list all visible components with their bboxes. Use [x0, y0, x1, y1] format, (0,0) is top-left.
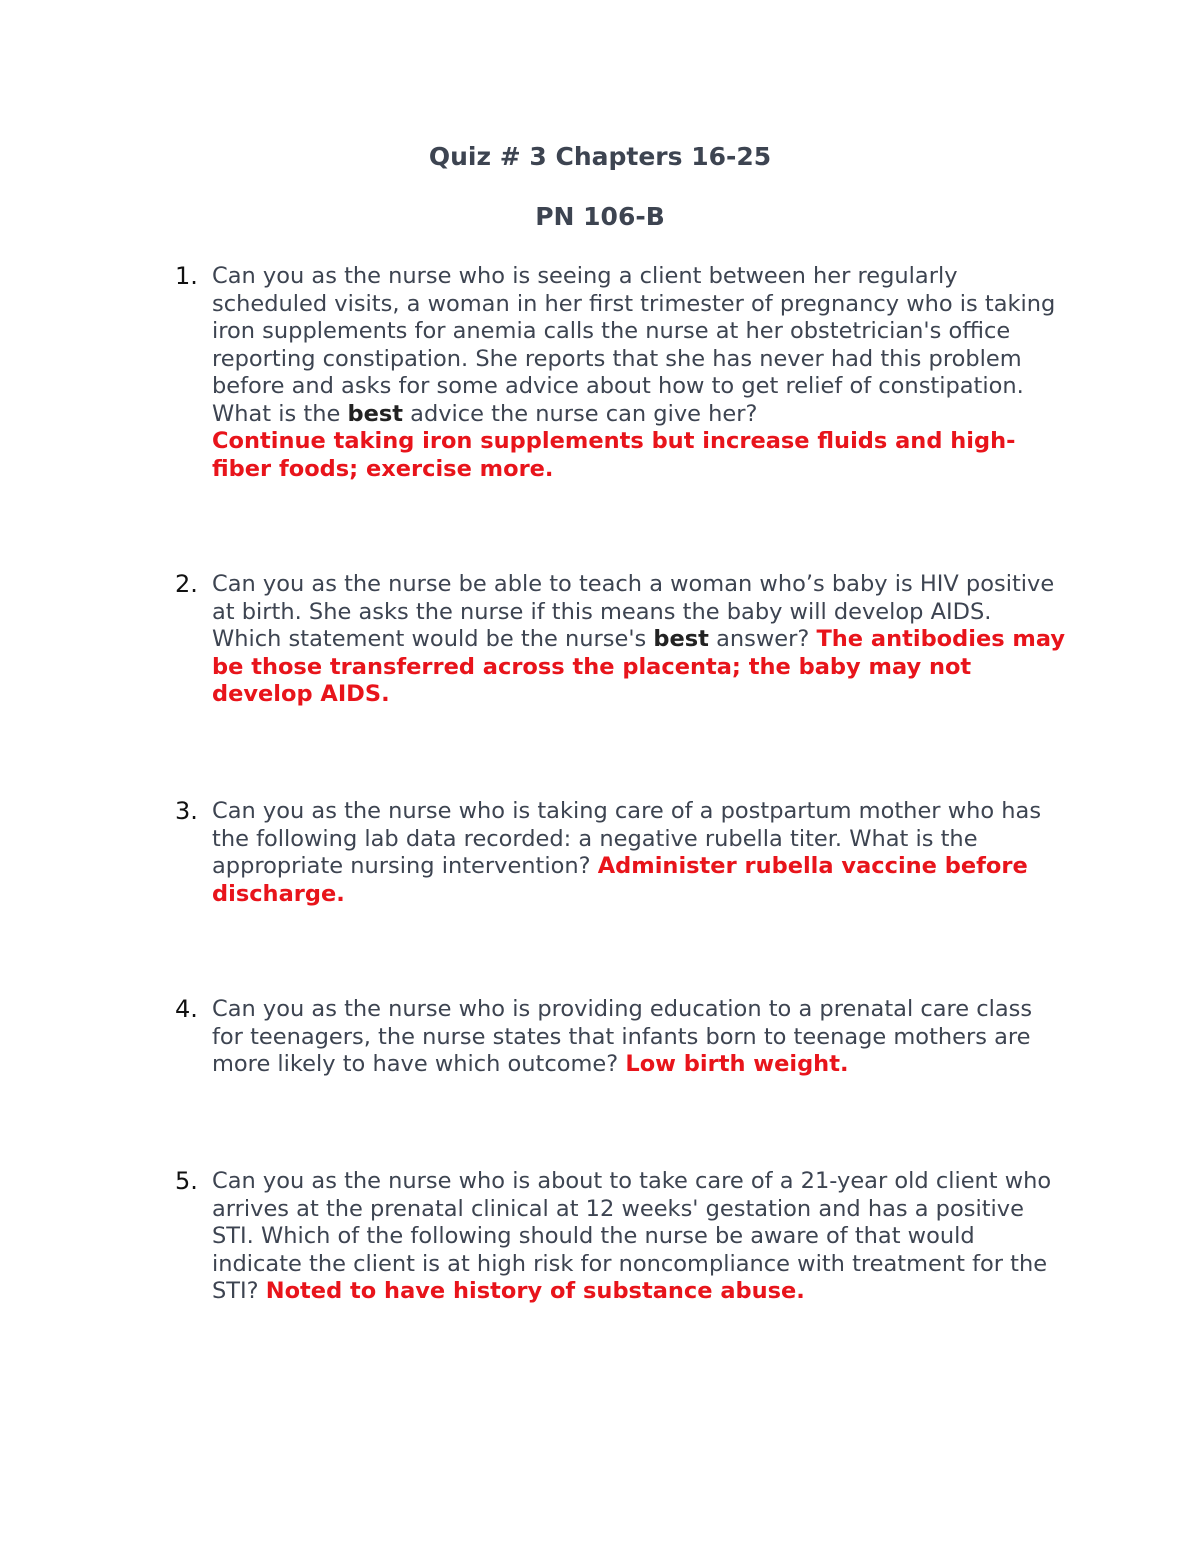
- question-body: [212, 263, 1067, 483]
- question-text: Can you as the nurse who is about to take care of a 21-year old client who arrives at the prenatal clinical at 12 weeks' gestation and has a positive STI. Which of the following should the nurse be aware of that would indicate the client is at high risk for noncompliance with treatment for the STI?: [212, 1168, 1052, 1304]
- course-code: PN 106-B: [535, 202, 665, 231]
- question-text: Can you as the nurse who is taking care of a postpartum mother who has the following lab data recorded: a negative rubella titer. What is the appropriate nursing intervention?: [212, 798, 1042, 879]
- question-number: 3.: [175, 797, 198, 825]
- question-number: 4.: [175, 995, 198, 1023]
- question-emphasis: best: [347, 400, 403, 427]
- question-text: Can you as the nurse who is seeing a client between her regularly scheduled visits, a woman in her first trimester of pregnancy who is taking iron supplements for anemia calls the nurse at her obstetrician's office reporting constipation. She reports that she has never had this problem before and asks for some advice about how to get relief of constipation. What is the: [212, 263, 1056, 427]
- answer-text: Low birth weight.: [625, 1051, 849, 1077]
- answer-text: Continue taking iron supplements but increase fluids and high-fiber foods; exercise more.: [212, 428, 1016, 482]
- question-text: Can you as the nurse who is providing education to a prenatal care class for teenagers, the nurse states that infants born to teenage mothers are more likely to have which outcome?: [212, 996, 1033, 1077]
- question-body: [212, 1168, 1067, 1306]
- question-number: 1.: [175, 262, 198, 290]
- question-emphasis: best: [653, 626, 709, 652]
- answer-text: Noted to have history of substance abuse.: [265, 1278, 805, 1304]
- answer-text: Administer rubella vaccine before discharge.: [212, 853, 1028, 907]
- question-body: [212, 798, 1067, 908]
- question-number: 2.: [175, 570, 198, 598]
- document-title: Quiz # 3 Chapters 16-25: [428, 142, 772, 171]
- question-text: answer?: [708, 626, 817, 652]
- question-body: [212, 996, 1067, 1079]
- question-text: Can you as the nurse be able to teach a woman who’s baby is HIV positive at birth. She asks the nurse if this means the baby will develop AIDS. Which statement would be the nurse's: [212, 571, 1055, 652]
- question-body: [212, 571, 1067, 709]
- question-text: advice the nurse can give her?: [403, 400, 758, 427]
- answer-text: The antibodies may be those transferred across the placenta; the baby may not develop AIDS.: [212, 626, 1066, 707]
- question-number: 5.: [175, 1167, 198, 1195]
